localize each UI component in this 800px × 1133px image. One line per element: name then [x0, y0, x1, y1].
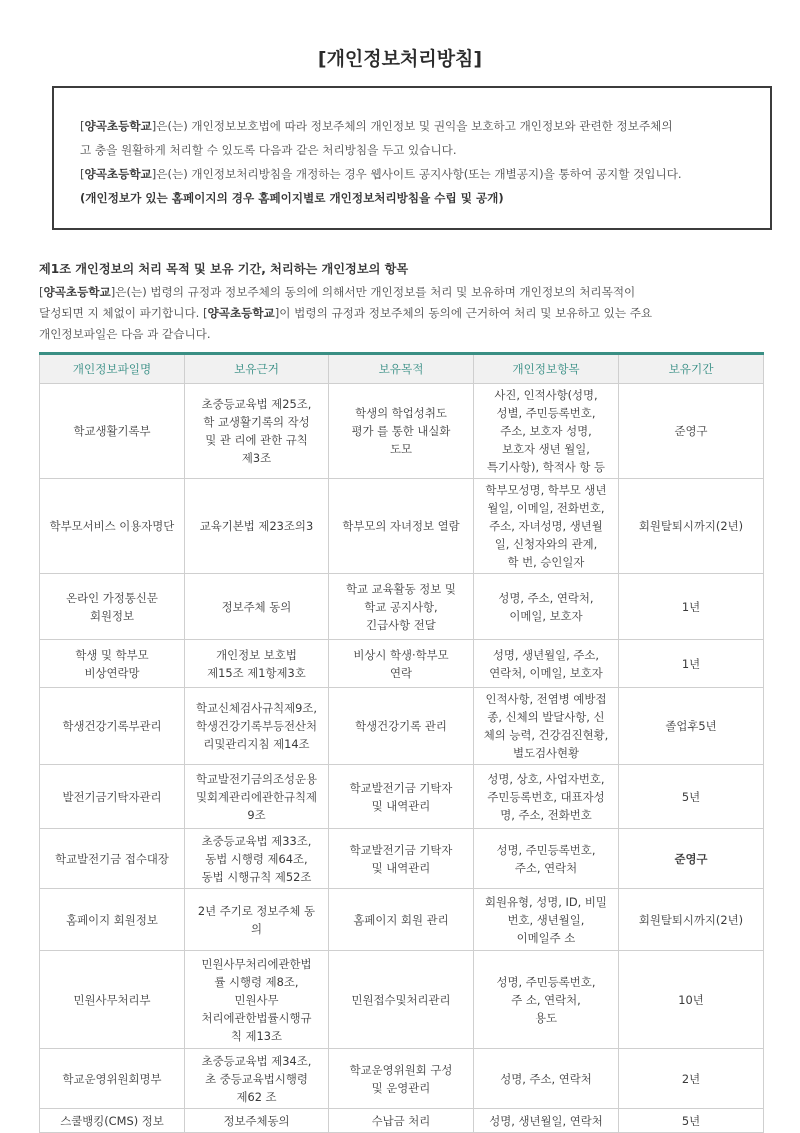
table-row [40, 688, 764, 765]
table-row [40, 951, 764, 1049]
cell-purpose: 수납금 처리 [329, 1109, 474, 1133]
cell-file-name: 홈페이지 회원정보 [40, 889, 185, 951]
section-1-line-1: [양곡초등학교]은(는) 법령의 규정과 정보주체의 동의에 의해서만 개인정보를 처리 및 보유하며 개인정보의 처리목적이 [39, 285, 636, 299]
school-name: 양곡초등학교 [207, 306, 275, 320]
cell-legal-basis: 정보주체동의 [185, 1109, 329, 1133]
table-row [40, 829, 764, 889]
intro-note: (개인정보가 있는 홈페이지의 경우 홈페이지별로 개인정보처리방침을 수립 및 공개) [80, 191, 504, 205]
cell-file-name: 학부모서비스 이용자명단 [40, 479, 185, 574]
cell-retention: 졸업후5년 [619, 688, 764, 765]
cell-purpose: 학교운영위원회 구성 및 운영관리 [329, 1049, 474, 1109]
cell-purpose: 학생건강기록 관리 [329, 688, 474, 765]
header-legal-basis: 보유근거 [185, 354, 329, 384]
table-row [40, 640, 764, 688]
table-row [40, 574, 764, 640]
cell-retention: 1년 [619, 574, 764, 640]
cell-legal-basis: 학교신체검사규칙제9조, 학생건강기록부등전산처 리및관리지침 제14조 [185, 688, 329, 765]
cell-file-name: 학생 및 학부모 비상연락망 [40, 640, 185, 688]
cell-purpose: 학생의 학업성취도 평가 를 통한 내실화 도모 [329, 384, 474, 479]
cell-purpose: 민원접수및처리관리 [329, 951, 474, 1049]
cell-file-name: 민원사무처리부 [40, 951, 185, 1049]
cell-retention: 준영구 [619, 829, 764, 889]
cell-purpose: 홈페이지 회원 관리 [329, 889, 474, 951]
header-purpose: 보유목적 [329, 354, 474, 384]
cell-legal-basis: 교육기본법 제23조의3 [185, 479, 329, 574]
cell-items: 성명, 생년월일, 주소, 연락처, 이메일, 보호자 [474, 640, 619, 688]
cell-purpose: 학부모의 자녀정보 열람 [329, 479, 474, 574]
cell-items: 성명, 주민등록번호, 주소, 연락처 [474, 829, 619, 889]
intro-box [52, 86, 772, 230]
table-row [40, 1109, 764, 1133]
cell-file-name: 학교생활기록부 [40, 384, 185, 479]
table-row [40, 384, 764, 479]
cell-retention: 5년 [619, 765, 764, 829]
table-row [40, 765, 764, 829]
header-file-name: 개인정보파일명 [40, 354, 185, 384]
intro-line-2: 고 충을 원활하게 처리할 수 있도록 다음과 같은 처리방침을 두고 있습니다. [80, 143, 457, 157]
table-header-row [40, 354, 764, 384]
cell-purpose: 학교 교육활동 정보 및 학교 공지사항, 긴급사항 전달 [329, 574, 474, 640]
intro-line-3-text: 은(는) 개인정보처리방침을 개정하는 경우 웹사이트 공지사항(또는 개별공지)을 통하여 공지할 것입니다. [156, 167, 682, 181]
school-name: 양곡초등학교 [84, 119, 152, 133]
cell-legal-basis: 정보주체 동의 [185, 574, 329, 640]
intro-line-1: [양곡초등학교]은(는) 개인정보보호법에 따라 정보주체의 개인정보 및 권익을 보호하고 개인정보와 관련한 정보주체의 [80, 119, 673, 133]
cell-file-name: 온라인 가정통신문 회원정보 [40, 574, 185, 640]
cell-legal-basis: 2년 주기로 정보주체 동 의 [185, 889, 329, 951]
section-1-line-2-text: 이 법령의 규정과 정보주체의 동의에 근거하여 처리 및 보유하고 있는 주요 [279, 306, 653, 320]
header-items: 개인정보항목 [474, 354, 619, 384]
cell-retention: 준영구 [619, 384, 764, 479]
cell-retention: 회원탈퇴시까지(2년) [619, 889, 764, 951]
cell-retention: 10년 [619, 951, 764, 1049]
cell-items: 성명, 주소, 연락처, 이메일, 보호자 [474, 574, 619, 640]
header-retention: 보유기간 [619, 354, 764, 384]
school-name: 양곡초등학교 [84, 167, 152, 181]
cell-items: 성명, 주소, 연락처 [474, 1049, 619, 1109]
cell-retention: 5년 [619, 1109, 764, 1133]
cell-legal-basis: 초중등교육법 제25조, 학 교생활기록의 작성 및 관 리에 관한 규칙 제3조 [185, 384, 329, 479]
cell-purpose: 학교발전기금 기탁자 및 내역관리 [329, 765, 474, 829]
cell-retention: 회원탈퇴시까지(2년) [619, 479, 764, 574]
cell-purpose: 학교발전기금 기탁자 및 내역관리 [329, 829, 474, 889]
section-1-line-1-text: 은(는) 법령의 규정과 정보주체의 동의에 의해서만 개인정보를 처리 및 보유하며 개인정보의 처리목적이 [115, 285, 636, 299]
section-1-heading: 제1조 개인정보의 처리 목적 및 보유 기간, 처리하는 개인정보의 항목 [39, 262, 409, 276]
school-name: 양곡초등학교 [43, 285, 111, 299]
section-1-line-2: 달성되면 지 체없이 파기합니다. [양곡초등학교]이 법령의 규정과 정보주체의 동의에 근거하여 처리 및 보유하고 있는 주요 [39, 306, 653, 320]
cell-items: 성명, 주민등록번호, 주 소, 연락처, 용도 [474, 951, 619, 1049]
cell-items: 학부모성명, 학부모 생년 월일, 이메일, 전화번호, 주소, 자녀성명, 생년월 일, 신청자와의 관계, 학 번, 승인일자 [474, 479, 619, 574]
cell-retention: 1년 [619, 640, 764, 688]
page-title: [개인정보처리방침] [317, 48, 483, 70]
cell-retention: 2년 [619, 1049, 764, 1109]
section-1-line-3: 개인정보파일은 다음 과 같습니다. [39, 327, 211, 341]
table-row [40, 1049, 764, 1109]
cell-file-name: 학생건강기록부관리 [40, 688, 185, 765]
intro-line-1-text: 은(는) 개인정보보호법에 따라 정보주체의 개인정보 및 권익을 보호하고 개인정보와 관련한 정보주체의 [156, 119, 673, 133]
cell-file-name: 학교발전기금 접수대장 [40, 829, 185, 889]
cell-purpose: 비상시 학생·학부모 연락 [329, 640, 474, 688]
cell-legal-basis: 초중등교육법 제33조, 동법 시행령 제64조, 동법 시행규칙 제52조 [185, 829, 329, 889]
cell-items: 사진, 인적사항(성명, 성별, 주민등록번호, 주소, 보호자 성명, 보호자 생년 월일, 특기사항), 학적사 항 등 [474, 384, 619, 479]
table-row [40, 889, 764, 951]
intro-line-3: [양곡초등학교]은(는) 개인정보처리방침을 개정하는 경우 웹사이트 공지사항(또는 개별공지)을 통하여 공지할 것입니다. [80, 167, 682, 181]
cell-legal-basis: 초중등교육법 제34조, 초 중등교육법시행령 제62 조 [185, 1049, 329, 1109]
table-row [40, 479, 764, 574]
cell-file-name: 학교운영위원회명부 [40, 1049, 185, 1109]
cell-items: 성명, 생년월일, 연락처 [474, 1109, 619, 1133]
personal-info-file-table [39, 352, 764, 1133]
section-1-line-2-start: 달성되면 지 체없이 파기합니다. [ [39, 306, 208, 320]
cell-legal-basis: 민원사무처리에관한법 률 시행령 제8조, 민원사무 처리에관한법률시행규 칙 제13조 [185, 951, 329, 1049]
cell-legal-basis: 학교발전기금의조성운용 및회계관리에관한규칙제 9조 [185, 765, 329, 829]
cell-legal-basis: 개인정보 보호법 제15조 제1항제3호 [185, 640, 329, 688]
cell-items: 회원유형, 성명, ID, 비밀 번호, 생년월일, 이메일주 소 [474, 889, 619, 951]
cell-file-name: 스쿨뱅킹(CMS) 정보 [40, 1109, 185, 1133]
cell-items: 성명, 상호, 사업자번호, 주민등록번호, 대표자성 명, 주소, 전화번호 [474, 765, 619, 829]
cell-items: 인적사항, 전염병 예방접 종, 신체의 발달사항, 신 체의 능력, 건강검진현황, 별도검사현황 [474, 688, 619, 765]
section-1-body [39, 282, 763, 345]
cell-file-name: 발전기금기탁자관리 [40, 765, 185, 829]
